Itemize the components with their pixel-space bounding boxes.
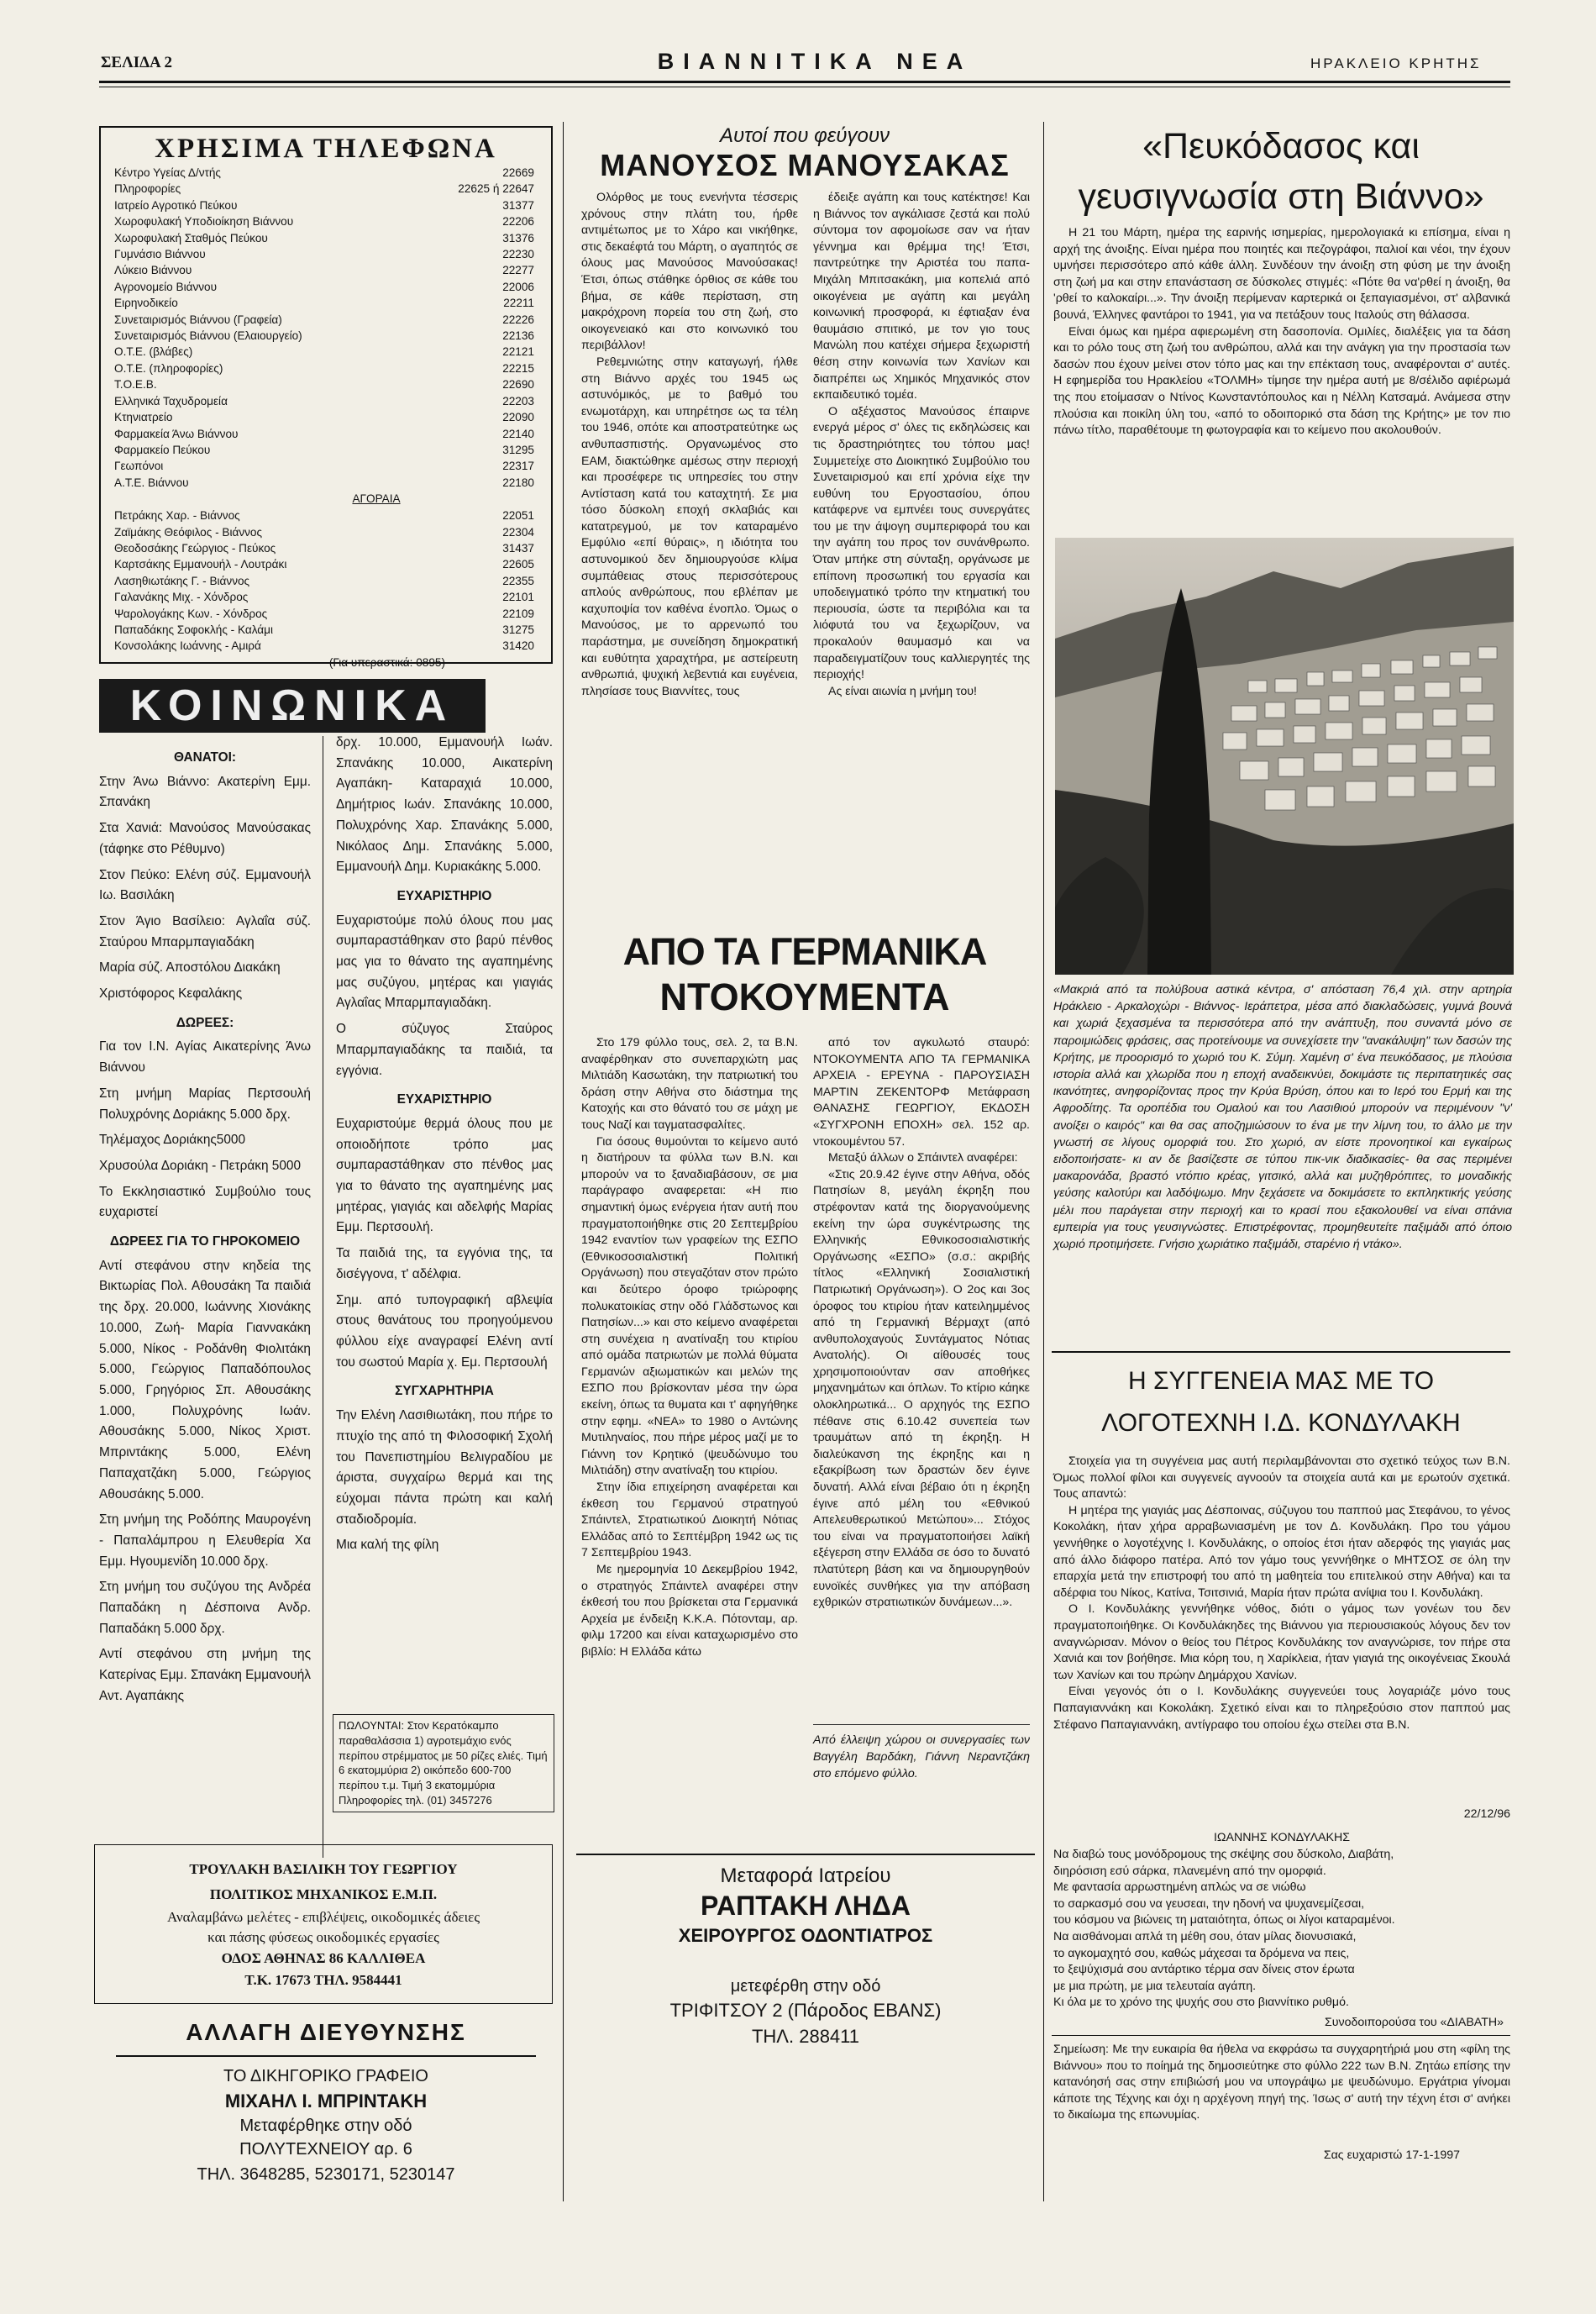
dentist-moved-to: μετεφέρθη στην οδό — [730, 1977, 881, 1996]
taxi-number: 22605 — [502, 558, 534, 571]
social-paragraph: δρχ. 10.000, Εμμανουήλ Ιωάν. Σπανάκης 10.000, Αικατερίνη Αγαπάκη- Καταραχιά 10.000, Δημήτριος Ιωάν. Σπανάκης 10.000, Πολυχρόνης Χαρ. Σπανάκης 5.000, Νικόλαος Δημ. Σπανάκης 5.000, Εμμανουήλ Δημ. Κυριακάκης 5.000. — [336, 735, 553, 875]
phone-row — [114, 458, 538, 474]
paragraph: Μεταξύ άλλων ο Σπάιντελ αναφέρει: — [828, 1151, 1018, 1165]
author-note: Σημείωση: Με την ευκαιρία θα ήθελα να εκφράσω τα συγχαρητήριά μου στη «φίλη της Βιάννου» που το ποίημά της δημοσιεύτηκε στο φύλλο 222 των Β.Ν. Ζητάω επίσης την κατανόησή σας στην επιβιώσή μου να υπογράψω με ψευδώνυμο. Εργάτρια γίνομαι κάποτε της Τέχνης και όχι η αρχέγονη πηγή της. Ίσως σ' αυτή την τέχνη έτσι σ' ανήκει το δικαίωμα της επωνυμίας. — [1053, 2043, 1510, 2122]
social-heading: ΕΥΧΑΡΙΣΤΗΡΙΟ — [396, 1092, 492, 1107]
address-change-title: ΑΛΛΑΓΗ ΔΙΕΥΘΥΝΣΗΣ — [186, 2019, 466, 2045]
phone-name: Ο.Τ.Ε. (πληροφορίες) — [114, 361, 223, 375]
phone-row — [114, 279, 538, 295]
phones-list — [114, 165, 538, 491]
obituary-column-1 — [581, 190, 798, 700]
phone-name: Συνεταιρισμός Βιάννου (Γραφεία) — [114, 313, 282, 326]
paragraph: Η 21 του Μάρτη, ημέρα της εαρινής ισημερίας, ημερολογιακά κι επίσημα, είναι η αρχή της άνοιξης. Είναι ημέρα που ποιητές και πεζογράφοι, παλιοί και νέοι, την έχουν υμνήσει περισσότερο από κάθε άλλη. Συνδέουν την άνοιξη στη φύση με την άνοιξη στη ζωή μα και στην επανάσταση σε δύσκολες στιγμές: «Πότε θα να'ρθεί η άνοιξη, θα 'ρθεί το καλοκαίρι...». Την άνοιξη περίμεναν καρτερικά οι ξεπαγιασμένοι, στ' αλβανικά βουνά, Έλληνες φαντάροι το 1941, για να πετάξουν τους Ιταλούς στη θάλασσα. — [1053, 226, 1510, 322]
paragraph: Να αισθάνομαι απλά τη μέθη σου, όταν μίλας διονυσιακά, — [1053, 1929, 1357, 1943]
phone-number: 22206 — [502, 215, 534, 229]
phone-name: Τ.Ο.Ε.Β. — [114, 378, 157, 392]
social-paragraph: Ευχαριστούμε πολύ όλους που μας συμπαραστάθηκαν στο βαρύ πένθος μας για το θάνατο της αγαπημένης μας συζύγου, μητέρας και γιαγιάς Αγλαΐας Μπαρμπαγιαδάκη. — [336, 912, 553, 1011]
german-column-2 — [813, 1035, 1030, 1612]
social-column-1 — [99, 739, 311, 1712]
paragraph: το σαρκασμό σου να γευσεαι, την ηδονή να ψυχανεμίζεσαι, — [1053, 1896, 1365, 1911]
dentist-name: ΡΑΠΤΑΚΗ ΛΗΔΑ — [701, 1891, 911, 1921]
paragraph: Στοιχεία για τη συγγένεια μας αυτή περιλαμβάνονται στο σχετικό τεύχος των Β.Ν. Όμως πολλοί φίλοι και συγγενείς αγνοούν τα στοιχεία αυτά και με ερωτούν σχετικά. Τους απαντώ: — [1053, 1454, 1510, 1501]
ad-rule — [576, 1854, 1035, 1855]
paragraph: διηρόσιση εσύ σάρκα, πλανεμένη από την ομορφιά. — [1053, 1864, 1326, 1878]
village-photo — [1055, 538, 1514, 975]
phone-number: 22211 — [503, 297, 534, 310]
phone-number: 22317 — [502, 460, 534, 473]
phone-row — [114, 246, 538, 262]
city-label: ΗΡΑΚΛΕΙΟ ΚΡΗΤΗΣ — [1310, 55, 1482, 71]
taxi-name: Πετράκης Χαρ. - Βιάννος — [114, 509, 240, 523]
social-title: ΚΟΙΝΩΝΙΚΑ — [99, 679, 486, 733]
phone-number: 22121 — [502, 345, 534, 359]
newspaper-name: ΒΙΑΝΝΙΤΙΚΑ ΝΕΑ — [657, 49, 973, 74]
phone-row — [114, 165, 538, 181]
social-paragraph: Το Εκκλησιαστικό Συμβούλιο τους ευχαριστεί — [99, 1184, 311, 1220]
paragraph: έδειξε αγάπη και τους κατέκτησε! Και η Βιάννος τον αγκάλιασε ζεστά και πολύ σύντομα τον αφομοίωσε σαν να ήταν γέννημα και θρέμμα της! Έτσι, παντρεύτηκε την Αριστέα του παπα- Μιχάλη Μπιτσακάκη, μια κοπελιά από οικογένεια με αγάπη και μεγάλη κοινωνική προσφορά, κι έφτιαξαν ένα θαυμάσιο σπιτικό, με τον γιο τους Μανώλη που κατέχει σήμερα ξεχωριστή θέση στην κοινωνία των Χανίων και διαπρέπει ως Χημικός Μηχανικός στον εκπαιδευτικό τομέα. — [813, 191, 1030, 402]
social-heading: ΘΑΝΑΤΟΙ: — [173, 750, 237, 765]
phone-name: Α.Τ.Ε. Βιάννου — [114, 476, 189, 489]
german-column-1 — [581, 1035, 798, 1661]
phone-number: 31377 — [502, 198, 534, 212]
taxi-number: 31437 — [502, 541, 534, 555]
taxi-row — [114, 638, 538, 654]
village-landscape-image — [1055, 538, 1514, 975]
paragraph: Στο 179 φύλλο τους, σελ. 2, τα Β.Ν. αναφέρθηκαν στο συνεπαρχιώτη μας Μιλτιάδη Κασωτάκη, την πατριωτική του δράση στην Αθήνα στο διάστημα της Κατοχής και στο θάνατό του σε μάχη με τους Ναζί και ταγματασφαλίτες. — [581, 1036, 798, 1132]
thanks-line: Σας ευχαριστώ 17-1-1997 — [1323, 2148, 1460, 2162]
social-heading: ΕΥΧΑΡΙΣΤΗΡΙΟ — [396, 888, 492, 903]
taxi-number: 22304 — [502, 525, 534, 539]
engineer-name: ΤΡΟΥΛΑΚΗ ΒΑΣΙΛΙΚΗ ΤΟΥ ΓΕΩΡΓΙΟΥ — [189, 1861, 458, 1877]
useful-phones-box — [99, 126, 553, 669]
section-rule — [1052, 2035, 1510, 2036]
poem-signature: Συνοδοιπορούσα του «ΔΙΑΒΑΤΗ» — [1325, 2016, 1504, 2029]
taxi-number: 31420 — [502, 639, 534, 653]
phone-name: Κέντρο Υγείας Δ/ντής — [114, 166, 221, 179]
taxi-name: Κονσολάκης Ιωάννης - Αμιρά — [114, 639, 261, 653]
kondylakis-title-2: ΛΟΓΟΤΕΧΝΗ Ι.Δ. ΚΟΝΔΥΛΑΚΗ — [1101, 1409, 1461, 1437]
column-rule — [563, 122, 564, 2201]
engineer-ad — [94, 1844, 553, 2004]
taxi-row — [114, 524, 538, 540]
phone-name: Αγρονομείο Βιάννου — [114, 280, 218, 293]
social-column-2 — [336, 733, 553, 1561]
paragraph: Η μητέρα της γιαγιάς μας Δέσποινας, σύζυγου του παππού μας Στεφάνου, το γένος Κοκολάκη, ήταν χήρα αρραβωνιασμένη με τον Δ. Κονδυλάκη. Προ του γάμου γεννήθηκε ο λογοτέχνης Ι. Κονδυλάκης, ο οποίος έτσι ήταν αδερφός της γιαγιάς μας από άλλο διάφορο πατέρα. Από τον γάμο τους γεννήθηκε ο ΜΗΤΣΟΣ σε όλη την επαρχία μετά την επιστροφή του από τη μαθητεία του επιτελικού στην Αθήνα) και τα αδέρφια του Νίκος, Κατίνα, Τσιτσινιά, Μαρία ήταν πρώτα ανίψια του Ι. Κονδυλάκη. — [1053, 1503, 1510, 1600]
social-paragraph: Χρυσούλα Δοριάκη - Πετράκη 5000 — [99, 1158, 302, 1173]
paragraph: του κόσμου να βιώνεις τη ματαιότητα, όπως οι λίγοι καταραμένοι. — [1053, 1913, 1395, 1927]
section-rule — [1052, 1351, 1510, 1353]
photo-caption: «Μακριά από τα πολύβουα αστικά κέντρα, σ' απόσταση 76,4 χιλ. στην αρτηρία Ηράκλειο - Αρκαλοχώρι - Βιάννος- Ιεράπετρα, μέσα από διακλαδώσεις, γυμνά βουνά και χωριά ξεχασμένα τα περισσότερα από την ανάπτυξη, που συναντά μόνο σε παροιμιώδεις φράσεις, σας προτείνουμε να συνεχίσετε την "ανακάλυψη" των δασών της Κρήτης, με προορισμό το χωριό του Κ. Σύμη. Χαμένη σ' ένα πευκόδασος, με πλούσια ιστορία αλλά και χλωρίδα που η εποχή αναδεικνύει, δοκιμάστε τις περιπατητικές σας ικανότητες, ανηφορίζοντας προς την Κρύα Βρύση, όπου και το Ιερό του Ερμή και της Αφροδίτης. Τα οροπέδια του Ομαλού και του Λασιθιού μπορούν να περιμένουν "ν' ανοίξει ο καιρός" και θα σας αποζημιώσουν το ένα με την λίμνη του, το άλλο με την γνωστή σε λίγους ομορφιά του. Στο χωριό, αν είστε προνοητικοί και εγκαίρως ειδοποιήσατε- κι αν δε βασίζεστε σε τύπου πικ-νικ διαδικασίες- θα σας περιμένει μακαρονάδα, βραστό ντόπιο κρέας, γιτσικό, αλλά και μυζηθρόπιτες, το μοναδικής γεύσης καλοτύρι και λαδόψωμο. Μην ξεχάσετε να δοκιμάσετε το εκπληκτικής γεύσης μέλι που παράγεται στην περιοχή και το κρασί που εξακολουθεί να είναι σπάνια εμπειρία για τους γευσιγνώστες. Επιστρέφοντας, προμηθευτείτε παξιμάδι από όποιο χωριό προτιμήσετε. Γνήσιο χωριάτικο παξιμάδι, σταρένιο ή ντάκο». — [1053, 983, 1512, 1252]
paragraph: από τον αγκυλωτό σταυρό: ΝΤΟΚΟΥΜΕΝΤΑ ΑΠΟ ΤΑ ΓΕΡΜΑΝΙΚΑ ΑΡΧΕΙΑ - ΕΡΕΥΝΑ - ΠΑΡΟΥΣΙΑΣΗ ΜΑΡΤΙΝ ΖΕΚΕΝΤΟΡΦ Μετάφραση ΘΑΝΑΣΗΣ ΓΕΩΡΓΙΟΥ, ΕΚΔΟΣΗ «ΣΥΓΧΡΟΝΗ ΕΠΟΧΗ» σελ. 152 αρ. ντοκουμέντου 57. — [813, 1036, 1030, 1149]
taxi-number: 22109 — [502, 607, 534, 620]
kondylakis-date: 22/12/96 — [1463, 1807, 1510, 1821]
phone-row — [114, 295, 538, 311]
kondylakis-title-1: Η ΣΥΓΓΕΝΕΙΑ ΜΑΣ ΜΕ ΤΟ — [1127, 1367, 1435, 1395]
taxi-number: 31275 — [502, 623, 534, 636]
dentist-ad — [576, 1854, 1035, 2190]
paragraph: «Στις 20.9.42 έγινε στην Αθήνα, οδός Πατησίων 8, μεγάλη έκρηξη που στρέφονταν κατά της διοργανούμενης εκείνη την ώρα συγκέντρωσης της Ελληνικής Εθνικοσοσιαλιστικής Οργάνωσης «ΕΣΠΟ» (σ.σ.: ακριβής τίτλος «Ελληνική Σοσιαλιστική Πατριωτική Οργάνωση»). Ο 2ος και 3ος όροφος του κτιρίου ήταν κατειλημμένος από τη Γερμανική Βέρμαχτ (από ανθυπολοχαγούς Συντάγματος Νότιας Ανατολής). Οι αίθουσές τους χρησιμοποιούνταν σαν αποθήκες μηχανημάτων και όπλων. Το κτίριο κάηκε ολοκληρωτικά... Ο αρχηγός της ΕΣΠΟ πέθανε στις 6.10.42 συνεπεία των τραυμάτων από τη έκρηξη. Η διαλεύκανση της έκρηξης και η εξακρίβωση των δραστών δεν έγινε δυνατή. Αλλά είναι βέβαιο ότι η έκρηξη έγινε από μέλη του «Εθνικού Απελευθερωτικού Μετώπου»... Στόχος του είναι να πραγματοποιήσει λαϊκή εξέγερση στην Ελλάδα σε όσο το δυνατό πλατύτερη βάση και να δημιουργηθούν ευνοϊκές συνθήκες για την απόβαση εχθρικών στρατιωτικών δυνάμεων...». — [813, 1167, 1030, 1610]
taxi-number: 22355 — [502, 574, 534, 587]
taxi-name: Ψαρολογάκης Κων. - Χόνδρος — [114, 607, 268, 620]
taxi-row — [114, 622, 538, 638]
paragraph: Είναι όμως και ημέρα αφιερωμένη στη δασοπονία. Ομιλίες, διαλέξεις για τα δάση και το ρόλο τους στη ζωή του ανθρώπου, αλλά και την ανάγκη για την προστασία των δασών που έχουν μείνει στον τόπο μας και την επέκταση τους, αναφέρονται σ' αυτές. Η εφημερίδα του Ηρακλείου «ΤΟΛΜΗ» τίμησε την ημέρα αυτή με 8/σέλιδο αφιέρωμά της που ετοίμασαν ο Ντίνος Κωνσταντόπουλος και η Νέλλη Κατσαμά. Ανάμεσα στην πλούσια και ποικίλη ύλη του, «από το οδοιπορικό στα δάση της Κρήτης» με τον πιο πάνω τίτλο, παραθέτουμε τη φωτογραφία και το κείμενο που ακολουθούν. — [1053, 324, 1510, 438]
phone-number: 31295 — [502, 443, 534, 456]
phone-name: Φαρμακεία Άνω Βιάννου — [114, 427, 239, 440]
obituary-column-2 — [813, 190, 1030, 700]
obituary-kicker: Αυτοί που φεύγουν — [719, 124, 890, 147]
column-rule — [1043, 122, 1044, 2201]
social-heading: ΔΩΡΕΕΣ: — [176, 1015, 234, 1030]
poem — [1053, 1847, 1510, 2012]
social-paragraph: Στα Χανιά: Μανούσος Μανούσακας (τάφηκε στο Ρέθυμνο) — [99, 821, 311, 856]
phone-number: 22230 — [502, 248, 534, 261]
social-paragraph: Στον Πεύκο: Ελένη σύζ. Εμμανουήλ Ιω. Βασιλάκη — [99, 867, 311, 903]
forest-body — [1053, 225, 1510, 439]
forest-title-1: «Πευκόδασος και — [1142, 126, 1420, 166]
dentist-address: ΤΡΙΦΙΤΣΟΥ 2 (Πάροδος ΕΒΑΝΣ) — [669, 2000, 942, 2021]
phone-number: 31376 — [502, 231, 534, 245]
forest-title-2: γευσιγνωσία στη Βιάννο» — [1078, 176, 1484, 217]
phone-row — [114, 376, 538, 392]
social-heading: ΔΩΡΕΕΣ ΓΙΑ ΤΟ ΓΗΡΟΚΟΜΕΙΟ — [109, 1234, 301, 1249]
engineer-phone: Τ.Κ. 17673 ΤΗΛ. 9584441 — [244, 1972, 402, 1988]
phone-name: Ειρηνοδικείο — [114, 297, 178, 310]
taxi-name: Λασηθιωτάκης Γ. - Βιάννος — [114, 574, 250, 587]
page-number: ΣΕΛΙΔΑ 2 — [101, 54, 172, 71]
phones-title: ΧΡΗΣΙΜΑ ΤΗΛΕΦΩΝΑ — [155, 134, 497, 164]
phone-number: 22140 — [502, 427, 534, 440]
address-change-ad — [99, 2018, 553, 2188]
dentist-title: ΧΕΙΡΟΥΡΓΟΣ ΟΔΟΝΤΙΑΤΡΟΣ — [678, 1925, 933, 1946]
social-paragraph: Την Ελένη Λασιθιωτάκη, που πήρε το πτυχίο της από τη Φιλοσοφική Σχολή του Πανεπιστημίου Βελιγραδίου με άριστα, συγχαίρω θερμά και της εύχομαι πάντα πρώτη και καλή σταδιοδρομία. — [336, 1408, 553, 1527]
taxi-row — [114, 606, 538, 622]
paragraph: Με ημερομηνία 10 Δεκεμβρίου 1942, ο στρατηγός Σπάιντελ αναφέρει στην έκθεσή του που βρίσκεται στα Γερμανικά Αρχεία με ένδειξη Κ.Κ.Α. Πότονταμ, αρ. φιλμ 17200 και είναι καταχωρισμένο στο βιβλίο: Η Ελλάδα κάτω — [581, 1563, 798, 1659]
phone-name: Πληροφορίες — [114, 182, 181, 196]
phones-note: (Για υπεραστικά: 0895) — [328, 655, 445, 669]
paragraph: Ας είναι αιωνία η μνήμη του! — [828, 684, 977, 698]
phone-name: Χωροφυλακή Υποδιοίκηση Βιάννου — [114, 215, 294, 229]
phone-number: 22136 — [502, 329, 534, 343]
phone-row — [114, 393, 538, 409]
phone-number: 22215 — [502, 361, 534, 375]
phone-row — [114, 475, 538, 491]
paragraph: Ο Ι. Κονδυλάκης γεννήθηκε νόθος, διότι ο γάμος των γονέων του δεν πραγματοποιήθηκε. Οι Κονδυλάκηδες της Βιάννου για περιουσιακούς λόγους δεν τον αναγνώρισαν. Μόνον ο θείος του Πέτρος Κονδυλάκης τον αναγνώρισε, τον πήρε στα Χανιά και τον βοήθησε. Μια κόρη του, η Χαρίκλεια, ήταν γιαγιά της οικογένειας Σκουλά των Χανίων και του πρώην Δημάρχου Χανίων. — [1053, 1602, 1510, 1682]
obituary-title: ΜΑΝΟΥΣΟΣ ΜΑΝΟΥΣΑΚΑΣ — [600, 148, 1010, 182]
space-footnote: Από έλλειψη χώρου οι συνεργασίες των Βαγγέλη Βαρδάκη, Γιάννη Νεραντζάκη στο επόμενο φύλλο. — [813, 1724, 1030, 1782]
social-paragraph: Ευχαριστούμε θερμά όλους που με οποιοδήποτε τρόπο μας συμπαραστάθηκαν στο πένθος μας για το θάνατο της αγαπημένης μας μητέρας, γιαγιάς και αδελφής Μαρίας Εμμ. Περτσουλή. — [336, 1116, 553, 1235]
paragraph: Είναι γεγονός ότι ο Ι. Κονδυλάκης συγγενεύει τους λογαριάζε μόνο τους Παπαγιαννάκη και Κοκολάκη. Σχετικό είναι και το πληρεξούσιο στον παππού μας Στέφανο Παπαγιαννάκη, αντίγραφο του οποίου έχω στείλει στα Β.Ν. — [1053, 1685, 1510, 1732]
taxi-name: Ζαϊμάκης Θεόφιλος - Βιάννος — [114, 525, 263, 539]
phone-number: 22006 — [502, 280, 534, 293]
social-paragraph: Στην Άνω Βιάννο: Ακατερίνη Εμμ. Σπανάκη — [99, 774, 311, 810]
engineer-address: ΟΔΟΣ ΑΘΗΝΑΣ 86 ΚΑΛΛΙΘΕΑ — [221, 1950, 426, 1966]
paragraph: Ο αξέχαστος Μανούσος έπαιρνε ενεργά μέρος σ' όλες τις εκδηλώσεις και τις δραστηριότητες του τόπου μας! Συμμετείχε στο Διοικητικό Συμβούλιο του Συνεταιρισμού και επί χρόνια είχε την ευθύνη του Εργοστασίου, όπου κατάφερνε να εμπνέει τους συνεργάτες του με την άψογη συμπεριφορά του και την αγάπη του προς τον συνάνθρωπο. Όταν μπήκε στη σύνταξη, οργάνωσε με επίπονη προσωπική του εργασία και υποδειγματικό τρόπο την κτηματική του περιουσία, ώστε τα περιβόλια και τα λιόφυτά του να ξεχωρίζουν, να προκαλούν θαυμασμό και να παραδειγματίζουν τους καλλιεργητές της περιοχής! — [813, 404, 1030, 682]
phone-number: 22090 — [502, 411, 534, 424]
phone-row — [114, 181, 538, 197]
taxi-row — [114, 589, 538, 605]
social-paragraph: Τα παιδιά της, τα εγγόνια της, τα δισέγγονα, τ' αδέλφια. — [336, 1246, 553, 1281]
phone-row — [114, 312, 538, 328]
engineer-services-2: και πάσης φύσεως οικοδομικές εργασίες — [207, 1929, 439, 1945]
paragraph: το αγκομαχητό σου, καθώς μάχεσαι τα δρόμενα να πεις, — [1053, 1946, 1350, 1960]
phone-row — [114, 213, 538, 229]
paragraph: Στην ίδια επιχείρηση αναφέρεται και έκθεση του Γερμανού στρατηγού Σπάιντελ, Στρατιωτικού Διοικητή Νότιας Ελλάδας από το Σεπτέμβρη 1942 ως τις 7 Σεπτεμβρίου 1943. — [581, 1480, 798, 1560]
paragraph: Κι όλα με το χρόνο της ψυχής σου στο βιαννίτικο ρυθμό. — [1053, 1996, 1349, 2010]
phone-number: 22203 — [502, 394, 534, 408]
ad-rule — [116, 2055, 536, 2057]
phone-name: Χωροφυλακή Σταθμός Πεύκου — [114, 231, 268, 245]
social-paragraph: Στη μνήμη της Ροδόπης Μαυρογένη - Παπαλάμπρου η Ελευθερία Χα Εμμ. Ηγουμενίδη 10.000 δρχ. — [99, 1512, 311, 1569]
phone-row — [114, 344, 538, 360]
paragraph: Για όσους θυμούνται το κείμενο αυτό η διατήρουν τα φύλλα των Β.Ν. και μπορούν να το ξαναδιαβάσουν, σε μια παράγραφο αναφερεται: «Η πιο σημαντική όμως ενέργεια ήταν αυτή που πραγματοποιήθηκε στις 20 Σεπτεμβρίου 1942 εναντίον των γραφείων της ΕΣΠΟ (Εθνικοσοσιαλιστική Πολιτική Οργάνωση) που στεγαζόταν στον πρώτο και δεύτερο όροφο τριώροφης πολυκατοικίας στην οδό Γλάδστωνος και Πατησίων...» και στο κείμενο αναφέρεται στη συνέχεια η ανατίναξη του κτιρίου από ομάδα πατριωτών με πολλά θύματα Γερμανών αξιωματικών και μελών της ΕΣΠΟ που βρίσκονταν μέσα την ώρα εκείνη, όπως τα θυματα και τ' αφηγήθηκε στην εφημ. «ΝΕΑ» το 1980 ο Αντώνης Μυτιληναίος, που πήρε μέρος μαζί με το Γιάννη τον Κρητικό (ψευδώνυμο του Μιλτιάδη) στην ανατίναξη του κτιρίου. — [581, 1134, 798, 1478]
social-paragraph: Σημ. από τυπογραφική αβλεψία στους θανάτους του προηγούμενου φύλλου είχε αναγραφεί Ελένη αντί του σωστού Μαρία χ. Εμ. Περτσουλή — [336, 1292, 553, 1370]
phone-name: Γυμνάσιο Βιάννου — [114, 248, 206, 261]
kondylakis-author: ΙΩΑΝΝΗΣ ΚΟΝΔΥΛΑΚΗΣ — [1213, 1831, 1351, 1844]
social-paragraph: Χριστόφορος Κεφαλάκης — [99, 986, 243, 1002]
taxi-name: Καρτσάκης Εμμανουήλ - Λουτράκι — [114, 558, 287, 571]
phone-row — [114, 230, 538, 246]
engineer-services: Αναλαμβάνω μελέτες - επιβλέψεις, οικοδομικές άδειες — [166, 1909, 480, 1925]
phone-name: Ιατρείο Αγροτικό Πεύκου — [114, 198, 238, 212]
taxi-number: 22101 — [502, 591, 534, 604]
phone-name: Ο.Τ.Ε. (βλάβες) — [114, 345, 193, 359]
paragraph: Ολόρθος με τους ενενήντα τέσσερις χρόνους στην πλάτη του, ήρθε αντιμέτωπος με το Χάρο και νικήθηκε, στις δεκαέφτά του Μάρτη, ο αγαπητός σε όλους μας Μανούσος Μανούσακας! Έτσι, όπως στάθηκε όρθιος σε κάθε του βήμα, σε κάθε περίσταση, στη μακρόχρονη πορεία του στη ζωή, στο οικογενειακό και στο κοινωνικό του περιβάλλον! — [581, 191, 798, 353]
taxi-row — [114, 508, 538, 523]
header-rule — [99, 81, 1510, 83]
taxi-name: Γαλανάκης Μιχ. - Χόνδρος — [114, 591, 249, 604]
phone-number: 22226 — [502, 313, 534, 326]
phone-row — [114, 360, 538, 376]
phone-row — [114, 426, 538, 442]
social-paragraph: Τηλέμαχος Δοριάκης5000 — [99, 1133, 246, 1148]
social-paragraph: Αντί στεφάνου στην κηδεία της Βικτωρίας Πολ. Αθουσάκη Τα παιδιά της δρχ. 20.000, Ιωάννης Χιονάκης 10.000, Ζωή- Μαρία Γιαννακάκη 5.000, Νίκος - Ροδάνθη Φιολιτάκη 5.000, Γεώργιος Παπαδόπουλος 5.000, Γρηγόριος Σπ. Αθουσάκης 1.000, Πολυχρόνης Ιωάν. Αθουσάκης 5.000, Νίκος Χριστ. Μπριντάκης 5.000, Ελένη Παπαχατζάκη 5.000, Γεώργιος Αθουσάκης 5.000. — [99, 1258, 311, 1501]
social-paragraph: Για τον Ι.Ν. Αγίας Αικατερίνης Άνω Βιάννου — [99, 1039, 311, 1075]
taxi-name: Παπαδάκης Σοφοκλής - Καλάμι — [114, 623, 274, 636]
phone-number: 22669 — [502, 166, 534, 179]
phone-number: 22277 — [502, 264, 534, 277]
taxi-row — [114, 540, 538, 556]
for-sale-box: ΠΩΛΟΥΝΤΑΙ: Στον Κερατόκαμπο παραθαλάσσια 1) αγροτεμάχιο ενός περίπου στρέμματος με 50 ρίζες ελιές. Τιμή 6 εκατομμύρια 2) οικόπεδο 600-700 περίπου τ.μ. Τιμή 3 εκατομμύρια Πληροφορίες τηλ. (01) 3457276 — [333, 1714, 554, 1812]
taxi-title: ΑΓΟΡΑΙΑ — [352, 492, 401, 506]
paragraph: Με φαντασία αρρωστημένη απλώς να σε νιώθω — [1053, 1880, 1306, 1895]
paragraph: με μια πρώτη, με μια τελευταία αγάπη. — [1053, 1979, 1257, 1993]
lawyer-phones: ΤΗΛ. 3648285, 5230171, 5230147 — [197, 2165, 455, 2184]
social-paragraph: Αντί στεφάνου στη μνήμη της Κατερίνας Εμμ. Σπανάκη Εμμανουήλ Αντ. Αγαπάκης — [99, 1647, 311, 1703]
taxi-number: 22051 — [502, 509, 534, 523]
phone-number: 22180 — [502, 476, 534, 489]
social-heading: ΣΥΓΧΑΡΗΤΗΡΙΑ — [395, 1384, 494, 1399]
dentist-phone: ΤΗΛ. 288411 — [751, 2026, 860, 2047]
phone-number: 22625 ή 22647 — [458, 182, 534, 196]
taxi-row — [114, 573, 538, 589]
lawyer-name: ΜΙΧΑΗΛ Ι. ΜΠΡΙΝΤΑΚΗ — [224, 2090, 428, 2112]
phone-row — [114, 262, 538, 278]
phone-number: 22690 — [502, 378, 534, 392]
social-paragraph: Στον Άγιο Βασίλειο: Αγλαΐα σύζ. Σταύρου Μπαρμπαγιαδάκη — [99, 913, 311, 949]
phone-row — [114, 442, 538, 458]
taxi-row — [114, 556, 538, 572]
paragraph: το ξεψύχισμά σου αντάρτικο τέρμα σαν δίνεις στον έρωτα — [1053, 1963, 1355, 1977]
phone-name: Γεωπόνοι — [114, 460, 164, 473]
social-paragraph: Μαρία σύζ. Αποστόλου Διακάκη — [99, 960, 281, 976]
new-address: ΠΟΛΥΤΕΧΝΕΙΟΥ αρ. 6 — [239, 2140, 412, 2159]
paragraph: Να διαβώ τους μονόδρομους της σκέψης σου δύσκολο, Διαβάτη, — [1053, 1848, 1394, 1861]
phone-name: Συνεταιρισμός Βιάννου (Ελαιουργείο) — [114, 329, 302, 343]
phone-row — [114, 328, 538, 344]
phone-name: Φαρμακείο Πεύκου — [114, 443, 211, 456]
phone-row — [114, 409, 538, 425]
phone-name: Λύκειο Βιάννου — [114, 264, 192, 277]
phone-name: Ελληνικά Ταχυδρομεία — [114, 394, 228, 408]
moved-label: Μεταφέρθηκε στην οδό — [239, 2117, 412, 2135]
office-label: ΤΟ ΔΙΚΗΓΟΡΙΚΟ ΓΡΑΦΕΙΟ — [223, 2067, 428, 2085]
taxi-name: Θεοδοσάκης Γεώργιος - Πεύκος — [114, 541, 276, 555]
phone-row — [114, 197, 538, 213]
social-paragraph: Στη μνήμη Μαρίας Περτσουλή Πολυχρόνης Δοριάκης 5.000 δρχ. — [99, 1086, 311, 1122]
engineer-title: ΠΟΛΙΤΙΚΟΣ ΜΗΧΑΝΙΚΟΣ Ε.Μ.Π. — [209, 1886, 438, 1902]
german-title-1: ΑΠΟ ΤΑ ΓΕΡΜΑΝΙΚΑ — [622, 930, 987, 973]
dentist-moved-label: Μεταφορά Ιατρείου — [720, 1864, 891, 1887]
german-title-2: ΝΤΟΚΟΥΜΕΝΤΑ — [659, 976, 950, 1018]
taxi-list — [114, 508, 538, 655]
social-paragraph: Ο σύζυγος Σταύρος Μπαρμπαγιαδάκης τα παιδιά, τα εγγόνια. — [336, 1022, 553, 1078]
social-paragraph: Στη μνήμη του συζύγου της Ανδρέα Παπαδάκη η Δέσποινα Ανδρ. Παπαδάκη 5.000 δρχ. — [99, 1580, 311, 1636]
kondylakis-body — [1053, 1454, 1510, 1733]
phone-name: Κτηνιατρείο — [114, 411, 173, 424]
social-paragraph: Μια καλή της φίλη — [336, 1538, 439, 1553]
paragraph: Ρεθεμνιώτης στην καταγωγή, ήλθε στη Βιάννο αρχές του 1945 ως αστυνόμικός, με το βαθμό του ενωμοτάρχη, και υπηρέτησε ως τα τέλη του 1946, οπότε και αποστρατεύτηκε ως ανθυπασπιστής. Οργανωμένος στο ΕΑΜ, διακτώθηκε αμέσως στην περιοχή και προσέφερε τις υπηρεσίες του στην Αντίσταση κατά του καταχτητή. Σε μια τόσο δύσκολη εποχή σκλαβιάς και κατατρεγμού, με τον καταραμένο Εμφύλιο «επί θύραις», η ιδιότητα του αστυνομικού δεν δημιουργούσε κλίμα συμπάθειας στους περισσότερους απλούς ανθρώπους, που εβλέπαν με καχυποψία τον καθένα ένοπλο. Όμως ο Μανούσος, με το αρρενωπό του παράστημα, με συνείδηση δημοκρατική και ευθύτητα χαραχτήρα, με αστείρευτη ανθρωπιά, ψυχική λεβεντιά και ευγένεια, πλησίασε τους Βιαννίτες, τους — [581, 355, 798, 698]
